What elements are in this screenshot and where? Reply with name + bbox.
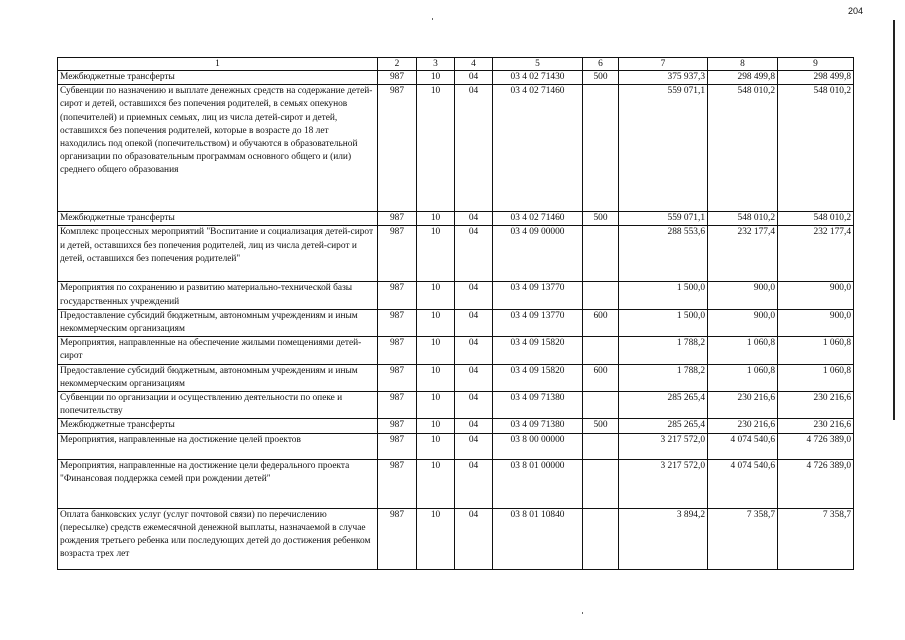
table-row	[58, 433, 854, 459]
row-cell-7: 1 788,2	[619, 364, 708, 391]
row-cell-2: 987	[378, 419, 417, 433]
row-cell-2: 987	[378, 392, 417, 419]
column-header: 7	[619, 58, 708, 71]
row-cell-8: 900,0	[708, 309, 778, 336]
row-name: Мероприятия, направленные на достижение целей проектов	[58, 433, 378, 459]
row-name: Субвенции по назначению и выплате денежных средств на содержание детей-сирот и детей, оставшихся без попечения родителей, в семьях опекунов (попечителей) и приемных семьях, лиц из числа детей-сирот и детей, оставшихся без попечения родителей, которые в возрасте до 18 лет находились под опекой (попечительством) и обучаются в образовательной организации по образовательным программам основного общего и (или) среднего общего образования	[58, 85, 378, 212]
row-cell-7: 375 937,3	[619, 71, 708, 85]
row-cell-8: 548 010,2	[708, 212, 778, 226]
row-cell-3: 10	[417, 419, 455, 433]
row-cell-4: 04	[455, 212, 493, 226]
row-cell-2: 987	[378, 309, 417, 336]
row-cell-8: 7 358,7	[708, 508, 778, 569]
table-row	[58, 508, 854, 569]
table-row	[58, 419, 854, 433]
column-header: 9	[778, 58, 854, 71]
column-header: 1	[58, 58, 378, 71]
row-cell-4: 04	[455, 309, 493, 336]
row-cell-2: 987	[378, 433, 417, 459]
row-cell-5: 03 4 02 71430	[493, 71, 583, 85]
row-name: Оплата банковских услуг (услуг почтовой связи) по перечислению (пересылке) средств ежемесячной денежной выплаты, назначаемой в случае рождения третьего ребенка или последующих детей до достижения ребенком возраста трех лет	[58, 508, 378, 569]
row-cell-9: 4 726 389,0	[778, 433, 854, 459]
table-row	[58, 392, 854, 419]
row-cell-5: 03 4 09 00000	[493, 226, 583, 282]
row-cell-5: 03 4 02 71460	[493, 85, 583, 212]
row-cell-3: 10	[417, 212, 455, 226]
row-cell-2: 987	[378, 212, 417, 226]
row-cell-5: 03 4 09 13770	[493, 282, 583, 309]
row-cell-3: 10	[417, 392, 455, 419]
row-cell-6	[583, 85, 619, 212]
row-cell-8: 1 060,8	[708, 364, 778, 391]
row-cell-7: 285 265,4	[619, 392, 708, 419]
row-cell-6	[583, 433, 619, 459]
row-cell-6	[583, 392, 619, 419]
table-row	[58, 282, 854, 309]
row-cell-6: 500	[583, 419, 619, 433]
row-cell-5: 03 8 01 00000	[493, 459, 583, 508]
row-cell-8: 4 074 540,6	[708, 459, 778, 508]
row-cell-5: 03 8 00 00000	[493, 433, 583, 459]
row-cell-8: 4 074 540,6	[708, 433, 778, 459]
row-name: Мероприятия по сохранению и развитию материально-технической базы государственных учреждений	[58, 282, 378, 309]
table-row	[58, 337, 854, 364]
row-cell-6	[583, 459, 619, 508]
row-cell-6	[583, 508, 619, 569]
row-cell-6	[583, 226, 619, 282]
row-cell-9: 548 010,2	[778, 85, 854, 212]
row-cell-2: 987	[378, 508, 417, 569]
row-cell-7: 559 071,1	[619, 212, 708, 226]
row-cell-7: 1 500,0	[619, 282, 708, 309]
row-cell-9: 4 726 389,0	[778, 459, 854, 508]
column-header: 3	[417, 58, 455, 71]
row-cell-9: 548 010,2	[778, 212, 854, 226]
row-cell-3: 10	[417, 433, 455, 459]
row-cell-8: 900,0	[708, 282, 778, 309]
row-name: Субвенции по организации и осуществлению деятельности по опеке и попечительству	[58, 392, 378, 419]
row-cell-7: 3 217 572,0	[619, 433, 708, 459]
row-cell-4: 04	[455, 508, 493, 569]
row-cell-4: 04	[455, 419, 493, 433]
row-cell-7: 1 788,2	[619, 337, 708, 364]
row-cell-8: 548 010,2	[708, 85, 778, 212]
row-cell-3: 10	[417, 226, 455, 282]
row-cell-4: 04	[455, 364, 493, 391]
row-cell-4: 04	[455, 459, 493, 508]
row-cell-8: 230 216,6	[708, 419, 778, 433]
row-cell-4: 04	[455, 392, 493, 419]
scan-edge-line	[893, 20, 895, 420]
row-cell-5: 03 4 09 13770	[493, 309, 583, 336]
row-cell-3: 10	[417, 282, 455, 309]
table-row	[58, 212, 854, 226]
row-cell-4: 04	[455, 71, 493, 85]
row-cell-9: 232 177,4	[778, 226, 854, 282]
row-cell-5: 03 4 09 15820	[493, 364, 583, 391]
table-row	[58, 459, 854, 508]
row-cell-6: 600	[583, 364, 619, 391]
row-cell-5: 03 4 09 71380	[493, 419, 583, 433]
row-name: Межбюджетные трансферты	[58, 212, 378, 226]
row-name: Мероприятия, направленные на достижение цели федерального проекта "Финансовая поддержка семей при рождении детей"	[58, 459, 378, 508]
row-name: Предоставление субсидий бюджетным, автономным учреждениям и иным некоммерческим организациям	[58, 364, 378, 391]
row-cell-6	[583, 337, 619, 364]
row-cell-9: 1 060,8	[778, 337, 854, 364]
row-cell-5: 03 4 02 71460	[493, 212, 583, 226]
row-cell-9: 230 216,6	[778, 419, 854, 433]
row-cell-8: 298 499,8	[708, 71, 778, 85]
row-cell-9: 230 216,6	[778, 392, 854, 419]
table-header-row	[58, 58, 854, 71]
column-header: 2	[378, 58, 417, 71]
row-cell-9: 900,0	[778, 309, 854, 336]
row-cell-2: 987	[378, 85, 417, 212]
row-cell-5: 03 4 09 71380	[493, 392, 583, 419]
column-header: 8	[708, 58, 778, 71]
row-cell-7: 285 265,4	[619, 419, 708, 433]
table-row	[58, 364, 854, 391]
page-number: 204	[848, 6, 864, 16]
row-cell-4: 04	[455, 433, 493, 459]
row-cell-5: 03 8 01 10840	[493, 508, 583, 569]
row-cell-6: 500	[583, 212, 619, 226]
row-cell-9: 7 358,7	[778, 508, 854, 569]
row-cell-8: 230 216,6	[708, 392, 778, 419]
row-cell-4: 04	[455, 85, 493, 212]
row-cell-7: 288 553,6	[619, 226, 708, 282]
row-name: Межбюджетные трансферты	[58, 71, 378, 85]
table-row	[58, 85, 854, 212]
row-cell-5: 03 4 09 15820	[493, 337, 583, 364]
row-cell-8: 232 177,4	[708, 226, 778, 282]
row-cell-4: 04	[455, 282, 493, 309]
row-cell-3: 10	[417, 337, 455, 364]
row-cell-3: 10	[417, 459, 455, 508]
row-cell-7: 1 500,0	[619, 309, 708, 336]
row-cell-6: 500	[583, 71, 619, 85]
row-cell-3: 10	[417, 364, 455, 391]
table-row	[58, 309, 854, 336]
row-cell-6: 600	[583, 309, 619, 336]
scan-artifact	[582, 612, 583, 614]
row-name: Комплекс процессных мероприятий "Воспитание и социализация детей-сирот и детей, оставшихся без попечения родителей, лиц из числа детей-сирот и детей, оставшихся без попечения родителей"	[58, 226, 378, 282]
row-cell-3: 10	[417, 508, 455, 569]
row-cell-6	[583, 282, 619, 309]
row-cell-3: 10	[417, 85, 455, 212]
row-cell-2: 987	[378, 226, 417, 282]
column-header: 5	[493, 58, 583, 71]
row-name: Мероприятия, направленные на обеспечение жилыми помещениями детей-сирот	[58, 337, 378, 364]
row-cell-2: 987	[378, 364, 417, 391]
row-cell-4: 04	[455, 226, 493, 282]
table-row	[58, 71, 854, 85]
scan-artifact	[432, 18, 433, 20]
table-row	[58, 226, 854, 282]
budget-table	[57, 57, 854, 570]
row-cell-9: 900,0	[778, 282, 854, 309]
row-cell-2: 987	[378, 71, 417, 85]
row-cell-9: 298 499,8	[778, 71, 854, 85]
row-cell-2: 987	[378, 459, 417, 508]
column-header: 4	[455, 58, 493, 71]
row-name: Межбюджетные трансферты	[58, 419, 378, 433]
row-cell-7: 559 071,1	[619, 85, 708, 212]
row-cell-3: 10	[417, 309, 455, 336]
row-cell-7: 3 217 572,0	[619, 459, 708, 508]
row-cell-3: 10	[417, 71, 455, 85]
row-cell-9: 1 060,8	[778, 364, 854, 391]
row-cell-2: 987	[378, 337, 417, 364]
row-name: Предоставление субсидий бюджетным, автономным учреждениям и иным некоммерческим организациям	[58, 309, 378, 336]
row-cell-8: 1 060,8	[708, 337, 778, 364]
row-cell-2: 987	[378, 282, 417, 309]
column-header: 6	[583, 58, 619, 71]
row-cell-7: 3 894,2	[619, 508, 708, 569]
row-cell-4: 04	[455, 337, 493, 364]
